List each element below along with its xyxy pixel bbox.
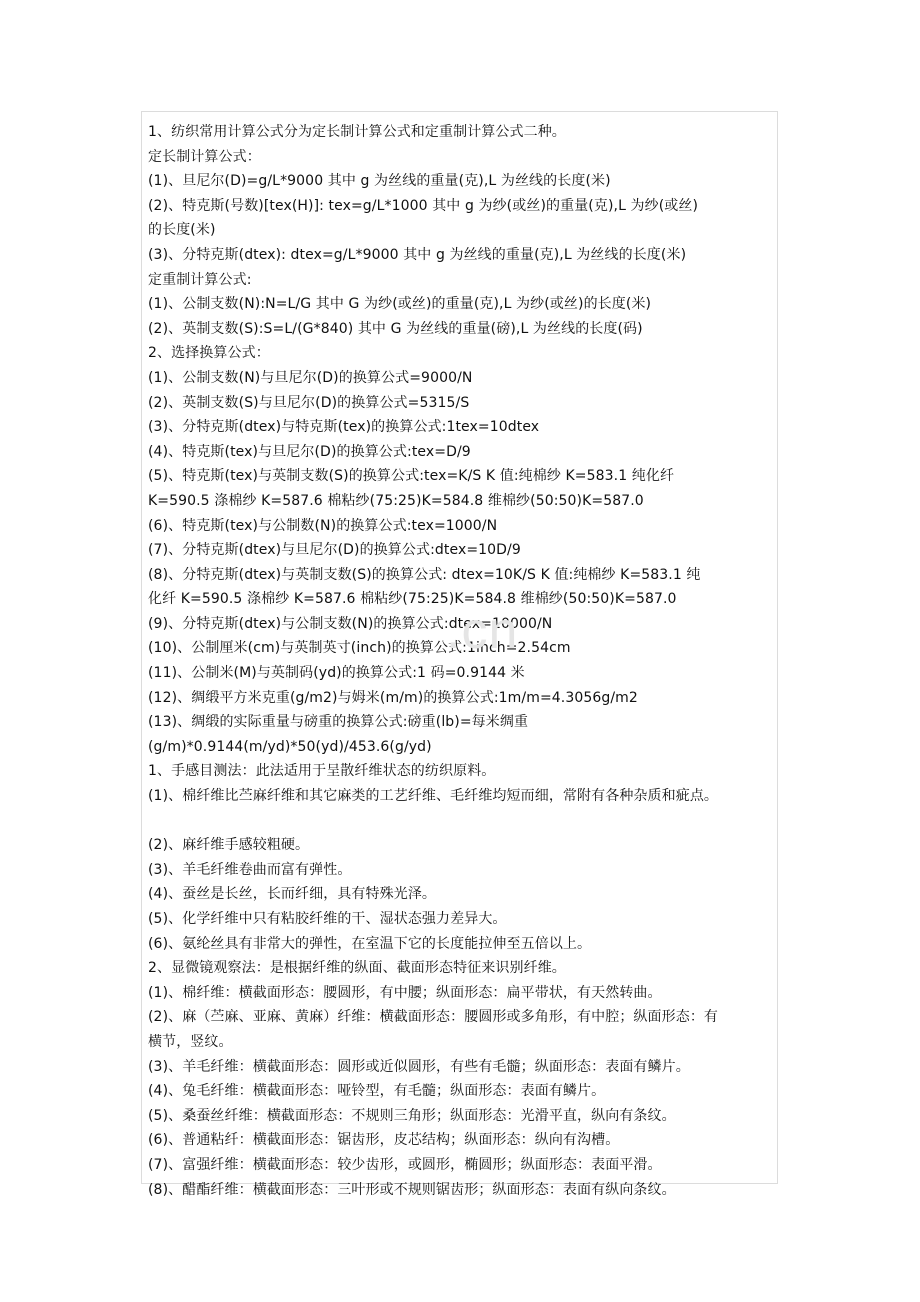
text-line: (1)、公制支数(N)与旦尼尔(D)的换算公式=9000/N	[148, 369, 473, 386]
document-page	[141, 111, 778, 1198]
text-line: (12)、绸缎平方米克重(g/m2)与姆米(m/m)的换算公式:1m/m=4.3056g/m2	[148, 689, 638, 706]
text-line: K=590.5 涤棉纱 K=587.6 棉粘纱(75:25)K=584.8 维棉纱(50:50)K=587.0	[148, 492, 644, 509]
text-line: (6)、氨纶丝具有非常大的弹性，在室温下它的长度能拉伸至五倍以上。	[148, 935, 592, 952]
text-line: 1、纺织常用计算公式分为定长制计算公式和定重制计算公式二种。	[148, 124, 566, 140]
text-line: (3)、分特克斯(dtex): dtex=g/L*9000 其中 g 为丝线的重量(克),L 为丝线的长度(米)	[148, 246, 687, 263]
text-line: 定重制计算公式:	[148, 271, 252, 288]
text-line: (10)、公制厘米(cm)与英制英寸(inch)的换算公式:1inch=2.54cm	[148, 640, 571, 657]
text-line: (4)、特克斯(tex)与旦尼尔(D)的换算公式:tex=D/9	[148, 443, 471, 460]
text-line: (2)、特克斯(号数)[tex(H)]: tex=g/L*1000 其中 g 为纱(或丝)的重量(克),L 为纱(或丝)	[148, 197, 699, 214]
watermark: .cn	[446, 602, 519, 660]
text-line: 2、显微镜观察法：是根据纤维的纵面、截面形态特征来识别纤维。	[148, 960, 566, 977]
text-line: 化纤 K=590.5 涤棉纱 K=587.6 棉粘纱(75:25)K=584.8 维棉纱(50:50)K=587.0	[148, 591, 677, 608]
text-line: (1)、棉纤维比苎麻纤维和其它麻类的工艺纤维、毛纤维均短而细，常附有各种杂质和疵点。	[148, 788, 719, 805]
text-line: (9)、分特克斯(dtex)与公制支数(N)的换算公式:dtex=10000/N	[148, 615, 553, 632]
text-line: (5)、特克斯(tex)与英制支数(S)的换算公式:tex=K/S K 值:纯棉纱 K=583.1 纯化纤	[148, 468, 675, 485]
text-line: 1、手感目测法：此法适用于呈散纤维状态的纺织原料。	[148, 763, 496, 780]
text-line: (g/m)*0.9144(m/yd)*50(yd)/453.6(g/yd)	[148, 738, 432, 755]
text-line: (4)、兔毛纤维：横截面形态：哑铃型，有毛髓；纵面形态：表面有鳞片。	[148, 1083, 606, 1100]
text-line: (5)、桑蚕丝纤维：横截面形态：不规则三角形；纵面形态：光滑平直，纵向有条纹。	[148, 1107, 676, 1124]
text-line: (3)、分特克斯(dtex)与特克斯(tex)的换算公式:1tex=10dtex	[148, 419, 540, 436]
text-line: (6)、特克斯(tex)与公制数(N)的换算公式:tex=1000/N	[148, 517, 498, 534]
text-line: 横节，竖纹。	[148, 1033, 233, 1050]
text-line: (2)、英制支数(S):S=L/(G*840) 其中 G 为丝线的重量(磅),L 为丝线的长度(码)	[148, 320, 643, 337]
text-line: (3)、羊毛纤维卷曲而富有弹性。	[148, 861, 352, 878]
text-line: (1)、棉纤维：横截面形态：腰圆形，有中腰；纵面形态：扁平带状，有天然转曲。	[148, 984, 662, 1001]
text-line: (8)、分特克斯(dtex)与英制支数(S)的换算公式: dtex=10K/S K 值:纯棉纱 K=583.1 纯	[148, 566, 701, 583]
text-line: (1)、公制支数(N):N=L/G 其中 G 为纱(或丝)的重量(克),L 为纱(或丝)的长度(米)	[148, 296, 652, 313]
text-line: 的长度(米)	[148, 222, 216, 239]
text-line: (4)、蚕丝是长丝，长而纤细，具有特殊光泽。	[148, 886, 437, 903]
text-line: (2)、英制支数(S)与旦尼尔(D)的换算公式=5315/S	[148, 394, 470, 411]
text-line: (8)、醋酯纤维：横截面形态：三叶形或不规则锯齿形；纵面形态：表面有纵向条纹。	[148, 1181, 676, 1198]
text-line: (11)、公制米(M)与英制码(yd)的换算公式:1 码=0.9144 米	[148, 665, 525, 682]
text-line: 定长制计算公式：	[148, 148, 261, 165]
text-line: 2、选择换算公式：	[148, 345, 270, 362]
text-line: (2)、麻纤维手感较粗硬。	[148, 837, 310, 854]
text-line	[148, 809, 774, 834]
text-line: (13)、绸缎的实际重量与磅重的换算公式:磅重(lb)=每米绸重	[148, 714, 529, 731]
text-line: (2)、麻（苎麻、亚麻、黄麻）纤维：横截面形态：腰圆形或多角形，有中腔；纵面形态：有	[148, 1009, 719, 1026]
text-line: (5)、化学纤维中只有粘胶纤维的干、湿状态强力差异大。	[148, 911, 507, 927]
text-line: (6)、普通粘纤：横截面形态：锯齿形，皮芯结构；纵面形态：纵向有沟槽。	[148, 1132, 620, 1149]
text-line: (1)、旦尼尔(D)=g/L*9000 其中 g 为丝线的重量(克),L 为丝线的长度(米)	[148, 173, 611, 190]
text-line: (3)、羊毛纤维：横截面形态：圆形或近似圆形，有些有毛髓；纵面形态：表面有鳞片。	[148, 1058, 690, 1075]
text-line: (7)、富强纤维：横截面形态：较少齿形，或圆形，椭圆形；纵面形态：表面平滑。	[148, 1156, 662, 1173]
document-body	[148, 120, 774, 1202]
text-line: (7)、分特克斯(dtex)与旦尼尔(D)的换算公式:dtex=10D/9	[148, 542, 521, 559]
